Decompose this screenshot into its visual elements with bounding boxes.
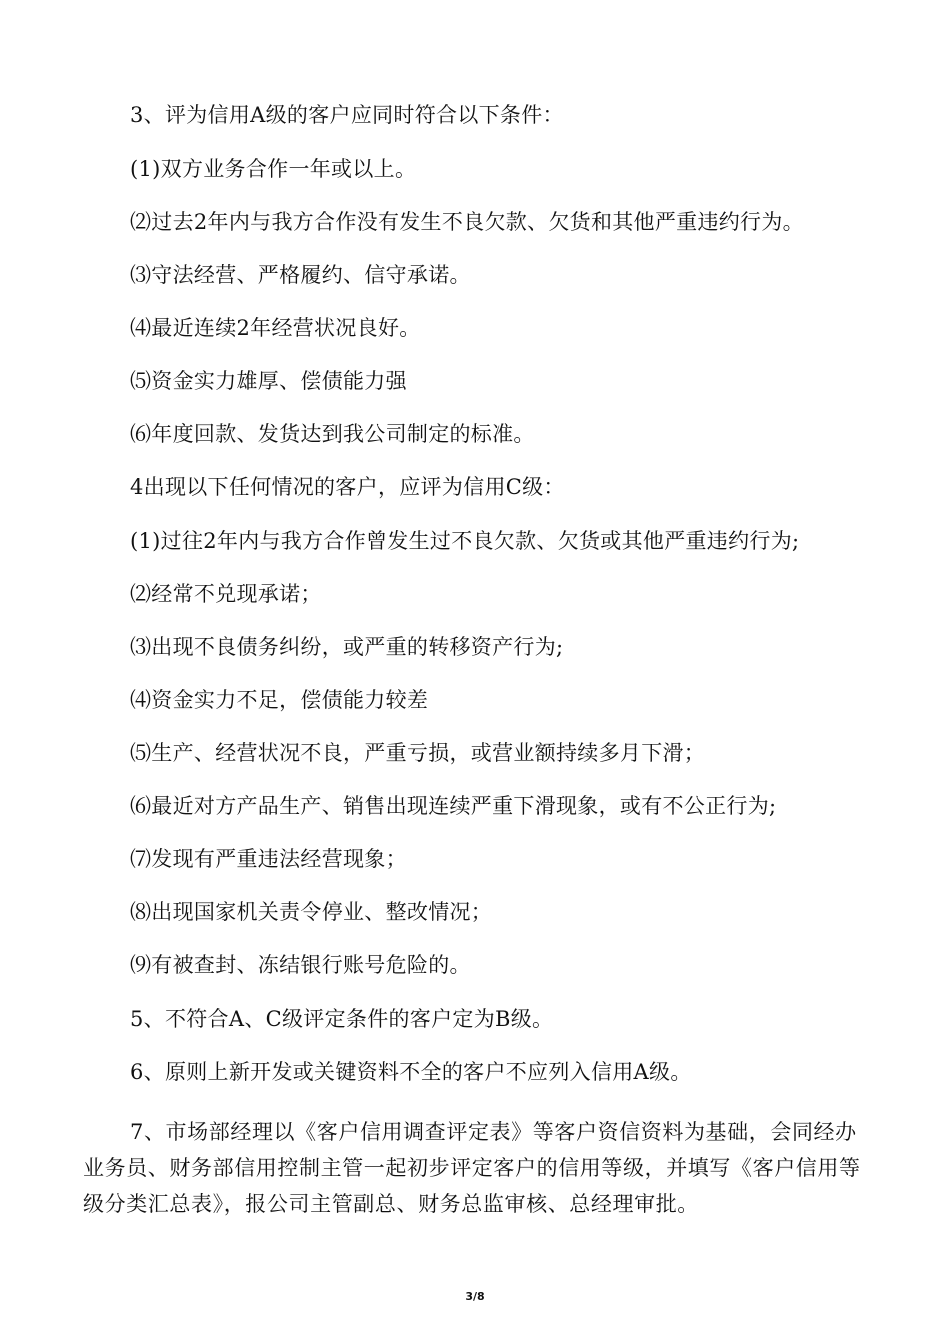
- clause-4-item-4: ⑷资金实力不足，偿债能力较差: [130, 688, 429, 712]
- clause-3-item-5: ⑸资金实力雄厚、偿债能力强: [130, 369, 407, 393]
- clause-5: 5、不符合A、C级评定条件的客户定为B级。: [130, 1007, 554, 1031]
- clause-7-text: 7、市场部经理以《客户信用调查评定表》等客户资信资料为基础，会同经办业务员、财务部信用控制主管一起初步评定客户的信用等级，并填写《客户信用等级分类汇总表》，报公司主管副总、财务总监审核、总经理审批。: [83, 1120, 861, 1216]
- clause-4-item-6: ⑹最近对方产品生产、销售出现连续严重下滑现象，或有不公正行为;: [130, 794, 777, 818]
- clause-6: 6、原则上新开发或关键资料不全的客户不应列入信用A级。: [130, 1060, 692, 1084]
- clause-4-item-2: ⑵经常不兑现承诺；: [130, 582, 322, 606]
- clause-3-item-6: ⑹年度回款、发货达到我公司制定的标准。: [130, 422, 535, 446]
- clause-4-item-8: ⑻出现国家机关责令停业、整改情况；: [130, 900, 493, 924]
- clause-3-heading: 3、评为信用A级的客户应同时符合以下条件：: [130, 103, 564, 127]
- clause-4-item-1: (1)过往2年内与我方合作曾发生过不良欠款、欠货或其他严重违约行为;: [130, 529, 800, 553]
- clause-3-item-4: ⑷最近连续2年经营状况良好。: [130, 316, 421, 340]
- clause-4-item-5: ⑸生产、经营状况不良，严重亏损，或营业额持续多月下滑；: [130, 741, 706, 765]
- clause-7-paragraph: [83, 1114, 873, 1222]
- clause-4-item-7: ⑺发现有严重违法经营现象；: [130, 847, 407, 871]
- clause-4-item-3: ⑶出现不良债务纠纷，或严重的转移资产行为;: [130, 635, 564, 659]
- clause-3-item-2: ⑵过去2年内与我方合作没有发生不良欠款、欠货和其他严重违约行为。: [130, 210, 804, 234]
- clause-4-heading: 4出现以下任何情况的客户，应评为信用C级：: [130, 475, 565, 499]
- clause-3-item-3: ⑶守法经营、严格履约、信守承诺。: [130, 263, 471, 287]
- clause-4-item-9: ⑼有被查封、冻结银行账号危险的。: [130, 953, 471, 977]
- page-number: 3/8: [465, 1290, 485, 1303]
- clause-3-item-1: (1)双方业务合作一年或以上。: [130, 157, 417, 181]
